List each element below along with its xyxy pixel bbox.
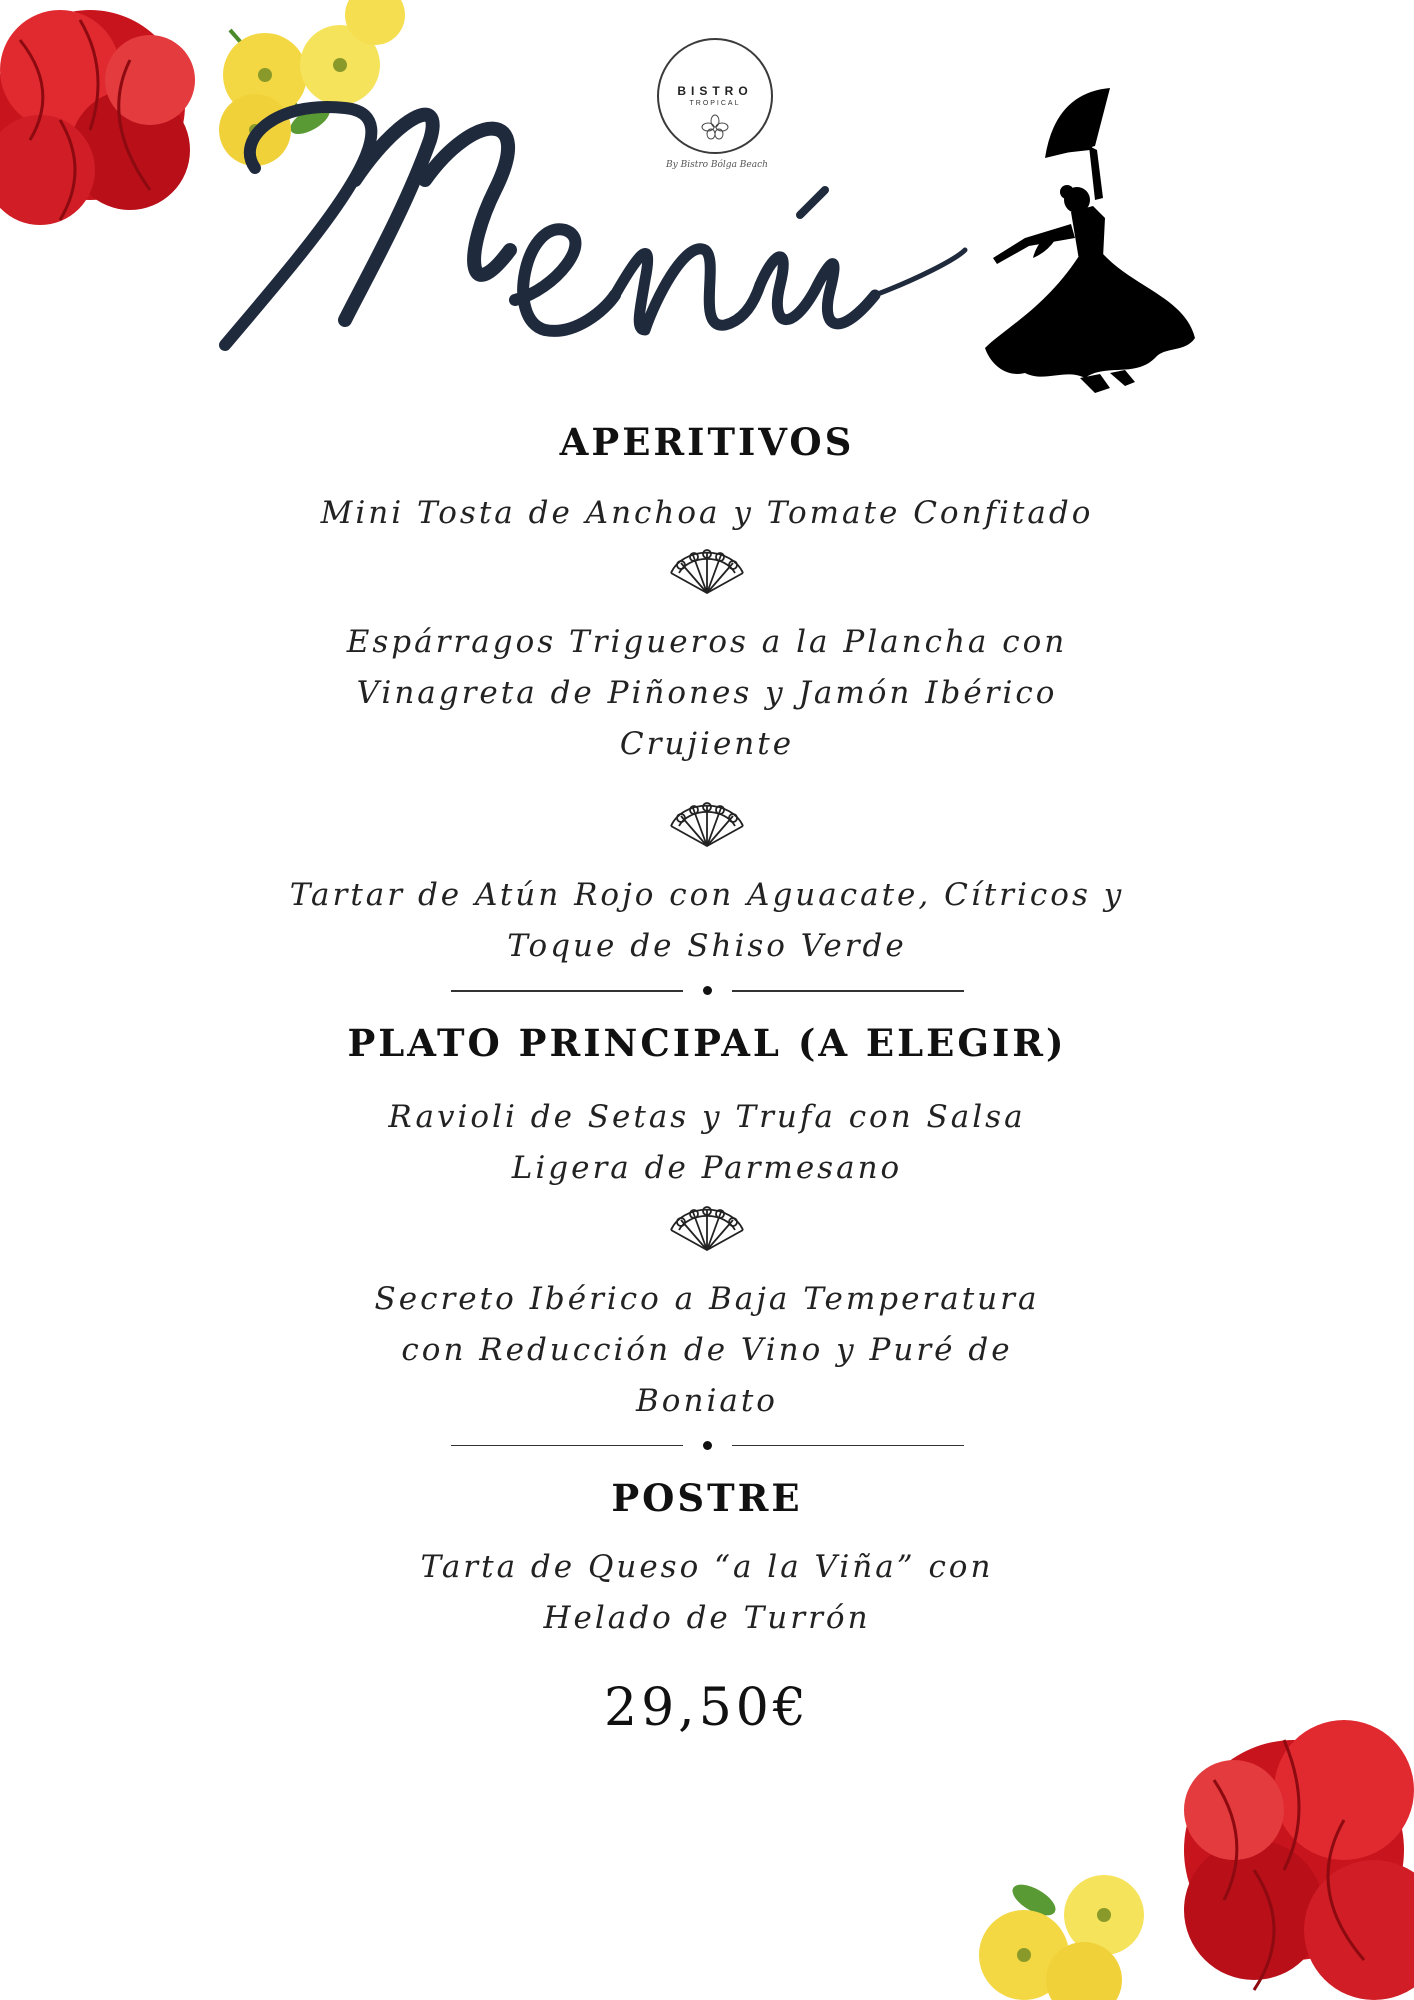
- menu-item: Espárragos Trigueros a la Plancha con Vinagreta de Piñones y Jamón Ibérico Crujiente: [346, 624, 1068, 763]
- menu-item: Mini Tosta de Anchoa y Tomate Confitado: [320, 495, 1094, 532]
- flamenco-dancer-icon: [985, 88, 1195, 400]
- logo-subtitle: TROPICAL: [689, 100, 741, 107]
- menu-item: Tartar de Atún Rojo con Aguacate, Cítricos y Toque de Shiso Verde: [289, 877, 1125, 965]
- logo-name: BISTRO: [677, 84, 753, 98]
- menu-title-lettering: [215, 80, 975, 360]
- section-divider: [207, 1441, 1207, 1450]
- section-title-plato-principal: PLATO PRINCIPAL (A ELEGIR): [347, 1021, 1067, 1066]
- hand-fan-icon: [667, 796, 747, 848]
- section-title-aperitivos: APERITIVOS: [559, 420, 855, 464]
- hand-fan-icon: [667, 543, 747, 595]
- menu-price: 29,50€: [604, 1678, 810, 1739]
- carnation-flowers-icon: [954, 1700, 1414, 2000]
- menu-item: Secreto Ibérico a Baja Temperatura con Reducción de Vino y Puré de Boniato: [374, 1280, 1040, 1419]
- section-title-postre: POSTRE: [611, 1475, 803, 1520]
- menu-title: [215, 80, 975, 360]
- logo-tagline: By Bistro Bólga Beach: [666, 160, 768, 170]
- section-divider: [207, 986, 1207, 995]
- menu-item: Ravioli de Setas y Trufa con Salsa Ligera de Parmesano: [388, 1098, 1026, 1186]
- hand-fan-icon: [667, 1200, 747, 1252]
- menu-item: Tarta de Queso “a la Viña” con Helado de Turrón: [420, 1549, 994, 1637]
- menu-content: [207, 420, 1207, 1738]
